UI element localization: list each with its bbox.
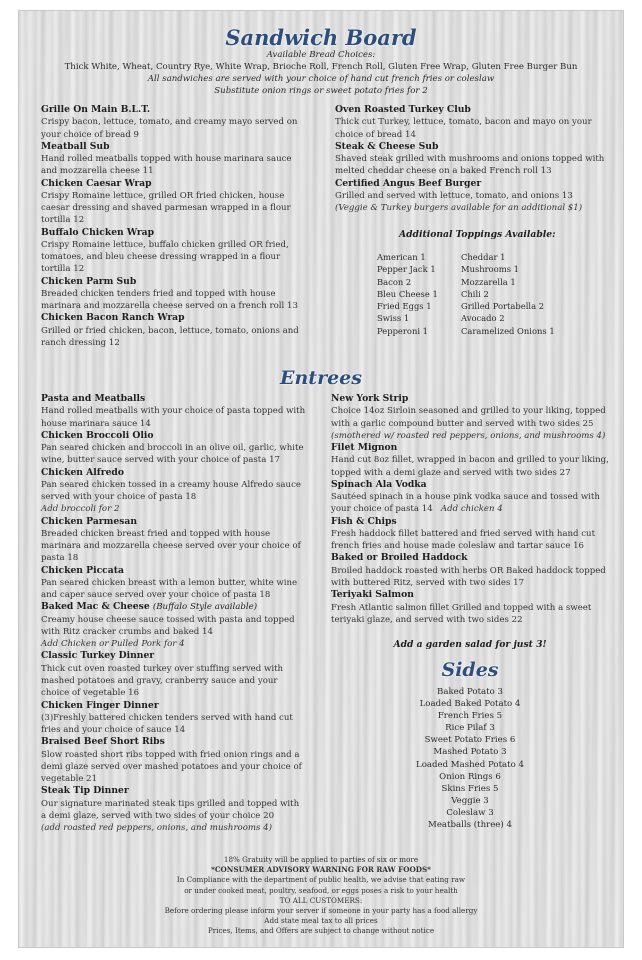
allergy-note: Before ordering please inform your server if someone in your party has a food allergy <box>164 906 478 916</box>
item-note: Add Chicken or Pulled Pork for 4 <box>41 639 185 650</box>
item-desc: Sautéed spinach in a house pink vodka sauce and tossed with your choice of pasta 14 <box>331 492 600 515</box>
item-name: Braised Beef Short Ribs <box>41 736 165 748</box>
item-desc: Thick cut oven roasted turkey over stuffing served with mashed potatoes and gravy, cranberry sauce and your choice of vegetable 16 <box>41 663 284 699</box>
item-name: New York Strip <box>331 393 409 404</box>
item-name: Chicken Broccoli Olio <box>41 429 154 441</box>
topping: Swiss 1 <box>377 313 410 324</box>
item-note: Add broccoli for 2 <box>41 504 120 515</box>
item-name: Steak & Cheese Sub <box>335 140 439 152</box>
menu-item <box>41 736 307 785</box>
item-name: Spinach Ala Vodka <box>331 478 427 490</box>
menu-item <box>41 430 307 467</box>
topping: Chili 2 <box>461 288 489 299</box>
side-item: Meatballs (three) 4 <box>428 820 512 831</box>
item-name: Chicken Finger Dinner <box>41 699 159 711</box>
topping: Grilled Portabella 2 <box>461 301 545 312</box>
menu-item <box>41 104 303 141</box>
consumer-advisory-heading: *CONSUMER ADVISORY WARNING FOR RAW FOODS* <box>211 865 431 875</box>
menu-item <box>41 650 307 699</box>
menu-item <box>41 516 307 565</box>
toppings-grid <box>377 251 561 337</box>
side-item: Onion Rings 6 <box>439 771 501 782</box>
item-name: Oven Roasted Turkey Club <box>335 104 471 115</box>
item-name: Baked or Broiled Haddock <box>331 552 468 564</box>
menu-item <box>331 552 609 589</box>
burger-note: (Veggie & Turkey burgers available for an additional $1) <box>335 203 583 214</box>
footer-notices <box>19 855 623 937</box>
sandwich-note-substitute: Substitute onion rings or sweet potato fries for 2 <box>214 86 428 96</box>
entrees-title: Entrees <box>280 367 362 389</box>
side-item: Rice Pilaf 3 <box>445 723 495 734</box>
menu-item <box>41 312 303 349</box>
item-name: Meatball Sub <box>41 140 110 152</box>
item-desc: Slow roasted short ribs topped with fried onion rings and a demi glaze served over mashed potatoes and your choice of vegetable 21 <box>41 749 302 785</box>
topping: Pepper Jack 1 <box>377 264 436 275</box>
item-desc: Pan seared chicken breast with a lemon butter, white wine and caper sauce served over your choice of pasta 18 <box>41 578 298 601</box>
item-name: Chicken Parm Sub <box>41 275 137 287</box>
item-desc: Crispy Romaine lettuce, grilled OR fried chicken, house caesar dressing and shaved parmesan wrapped in a flour tortilla 12 <box>41 191 291 226</box>
menu-item <box>41 393 307 430</box>
item-desc: Fresh Atlantic salmon fillet Grilled and topped with a sweet teriyaki glaze, and served with two sides 22 <box>331 602 592 625</box>
menu-item <box>41 178 303 227</box>
menu-item <box>335 178 607 203</box>
topping: Bacon 2 <box>377 276 412 287</box>
item-name: Grille On Main B.L.T. <box>41 104 151 115</box>
topping: Caramelized Onions 1 <box>461 325 555 336</box>
menu-item <box>41 227 303 276</box>
menu-item <box>41 700 307 737</box>
sandwich-right-column <box>335 104 607 214</box>
sandwich-left-column <box>41 104 303 349</box>
item-name: Chicken Piccata <box>41 564 124 576</box>
bread-list: Thick White, Wheat, Country Rye, White Wrap, Brioche Roll, French Roll, Gluten Free Wrap, Gluten Free Burger Bun <box>64 62 578 72</box>
salad-note: Add a garden salad for just 3! <box>393 639 547 650</box>
menu-board <box>18 10 624 948</box>
item-desc: Hand rolled meatballs with your choice of pasta topped with house marinara sauce 14 <box>41 406 306 429</box>
item-name: Pasta and Meatballs <box>41 393 146 404</box>
item-name: Chicken Alfredo <box>41 466 124 478</box>
item-desc: Crispy bacon, lettuce, tomato, and creamy mayo served on your choice of bread 9 <box>41 117 298 140</box>
item-name: Baked Mac & Cheese <box>41 601 150 613</box>
topping: Cheddar 1 <box>461 252 506 262</box>
menu-item <box>41 565 307 602</box>
customers-heading: TO ALL CUSTOMERS: <box>279 895 363 905</box>
advisory-line: or under cooked meat, poultry, seafood, or eggs poses a risk to your health <box>184 885 458 895</box>
menu-item <box>41 141 303 178</box>
side-item: Coleslaw 3 <box>446 807 494 818</box>
menu-item <box>41 467 307 516</box>
item-name: Filet Mignon <box>331 442 398 454</box>
menu-item <box>331 479 609 516</box>
side-item: Mashed Potato 3 <box>433 747 507 758</box>
item-note: Add chicken 4 <box>440 504 503 515</box>
item-note: (smothered w/ roasted red peppers, onions, and mushrooms 4) <box>331 430 606 441</box>
side-item: Sweet Potato Fries 6 <box>424 735 516 746</box>
item-name: Teriyaki Salmon <box>331 589 414 601</box>
item-desc: Hand rolled meatballs topped with house marinara sauce and mozzarella cheese 11 <box>41 154 292 177</box>
item-desc: Fresh haddock fillet battered and fried served with hand cut french fries and house made coleslaw and tartar sauce 16 <box>331 529 596 552</box>
topping: Avocado 2 <box>461 313 505 324</box>
item-name: Certified Angus Beef Burger <box>335 177 482 189</box>
bread-heading: Available Bread Choices: <box>266 50 376 60</box>
item-desc: Our signature marinated steak tips grilled and topped with a demi glaze, served with two sides of your choice 20 <box>41 798 300 821</box>
topping: Pepperoni 1 <box>377 325 429 336</box>
side-item: Veggie 3 <box>451 795 489 806</box>
item-desc: Choice 14oz Sirloin seasoned and grilled to your liking, topped with a garlic compound butter and served with two sides 25 <box>331 406 606 429</box>
item-desc: Crispy Romaine lettuce, buffalo chicken grilled OR fried, tomatoes, and bleu cheese dressing wrapped in a flour tortilla 12 <box>41 240 289 275</box>
item-name: Chicken Parmesan <box>41 515 137 527</box>
item-desc: Pan seared chicken tossed in a creamy house Alfredo sauce served with your choice of pasta 18 <box>41 480 301 503</box>
item-name: Buffalo Chicken Wrap <box>41 226 155 238</box>
side-item: Loaded Mashed Potato 4 <box>415 759 525 770</box>
menu-item <box>331 516 609 553</box>
menu-item <box>335 104 607 141</box>
side-item: Skins Fries 5 <box>441 783 499 794</box>
sandwich-board-title: Sandwich Board <box>225 25 417 50</box>
sides-title: Sides <box>441 659 499 681</box>
item-desc: Pan seared chicken and broccoli in an olive oil, garlic, white wine, butter sauce served with your choice of pasta 17 <box>41 443 304 466</box>
menu-item <box>41 276 303 313</box>
item-name: Fish & Chips <box>331 515 397 527</box>
toppings-title: Additional Toppings Available: <box>399 229 556 240</box>
menu-item <box>335 141 607 178</box>
advisory-line: In Compliance with the department of public health, we advise that eating raw <box>176 875 466 885</box>
item-desc: Shaved steak grilled with mushrooms and onions topped with melted cheddar cheese on a baked French roll 13 <box>335 154 605 177</box>
topping: Fried Eggs 1 <box>377 301 432 312</box>
item-desc: Broiled haddock roasted with herbs OR Baked haddock topped with buttered Ritz, served with two sides 17 <box>331 565 606 589</box>
item-desc: Thick cut Turkey, lettuce, tomato, bacon and mayo on your choice of bread 14 <box>335 117 592 140</box>
entrees-left-column <box>41 393 307 834</box>
item-name: Chicken Caesar Wrap <box>41 177 152 189</box>
price-change-note: Prices, Items, and Offers are subject to change without notice <box>207 926 435 936</box>
item-desc: Hand cut 8oz fillet, wrapped in bacon and grilled to your liking, topped with a demi glaze and served with two sides 27 <box>331 455 609 478</box>
topping: American 1 <box>377 252 426 262</box>
gratuity-note: 18% Gratuity will be applied to parties of six or more <box>223 855 419 864</box>
side-item: Loaded Baked Potato 4 <box>419 699 521 710</box>
item-name: Steak Tip Dinner <box>41 785 129 797</box>
topping: Bleu Cheese 1 <box>377 288 438 299</box>
sandwich-note-sides: All sandwiches are served with your choice of hand cut french fries or coleslaw <box>147 74 495 84</box>
item-desc: Creamy house cheese sauce tossed with pasta and topped with Ritz cracker crumbs and baked 14 <box>41 614 295 638</box>
item-name-note: (Buffalo Style available) <box>152 602 258 613</box>
menu-item <box>41 785 307 834</box>
menu-item <box>41 601 307 650</box>
tax-note: Add state meal tax to all prices <box>264 916 378 926</box>
menu-item <box>331 589 609 626</box>
item-name: Classic Turkey Dinner <box>41 650 155 662</box>
item-desc: Grilled or fried chicken, bacon, lettuce, tomato, onions and ranch dressing 12 <box>41 325 299 349</box>
item-name-row <box>41 601 307 613</box>
menu-item <box>331 442 609 479</box>
item-note: (add roasted red peppers, onions, and mushrooms 4) <box>41 823 273 834</box>
entrees-right-column <box>331 393 609 626</box>
sides-list <box>359 686 581 831</box>
side-item: Baked Potato 3 <box>437 687 503 697</box>
side-item: French Fries 5 <box>437 711 503 722</box>
menu-item <box>331 393 609 442</box>
item-desc-row <box>331 491 609 515</box>
topping: Mozzarella 1 <box>461 276 516 287</box>
item-name: Chicken Bacon Ranch Wrap <box>41 312 185 324</box>
item-desc: Grilled and served with lettuce, tomato, and onions 13 <box>335 191 573 202</box>
item-desc: Breaded chicken tenders fried and topped with house marinara and mozzarella cheese served on a french roll 13 <box>41 289 298 312</box>
item-desc: (3)Freshly battered chicken tenders served with hand cut fries and your choice of sauce 14 <box>41 712 293 736</box>
topping: Mushrooms 1 <box>461 264 519 275</box>
item-desc: Breaded chicken breast fried and topped with house marinara and mozzarella cheese served over your choice of pasta 18 <box>41 529 301 564</box>
